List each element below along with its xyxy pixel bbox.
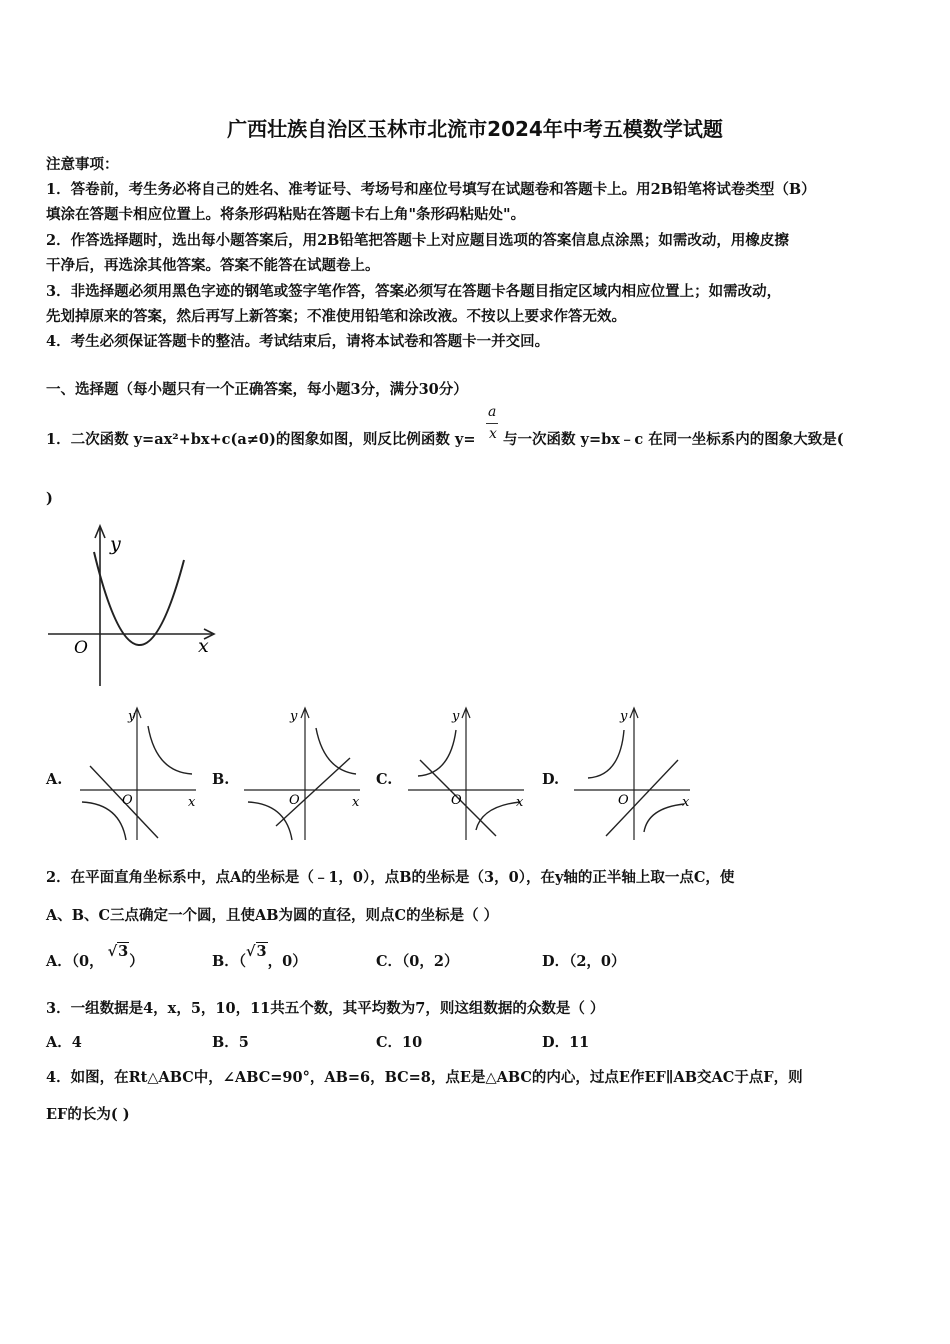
notes-line: 2．作答选择题时，选出每小题答案后，用2B铅笔把答题卡上对应题目选项的答案信息点涂黑；如需改动，用橡皮擦 xyxy=(46,232,789,249)
q2-option-d: D．（2，0） xyxy=(542,953,626,970)
q1-parabola-graph xyxy=(46,522,221,690)
q1-stem-part2: 与一次函数 y=bx﹣c 在同一坐标系内的图象大致是( xyxy=(503,431,844,448)
q2-stem-line1: 2．在平面直角坐标系中，点A的坐标是（﹣1，0），点B的坐标是（3，0），在y轴的正半轴上取一点C，使 xyxy=(46,869,735,886)
q1-stem-part1: 1．二次函数 y=ax²+bx+c(a≠0)的图象如图，则反比例函数 y= xyxy=(46,431,476,448)
page-title: 广西壮族自治区玉林市北流市2024年中考五模数学试题 xyxy=(227,117,723,141)
q1-option-c-label: C. xyxy=(376,771,393,788)
q1-option-b-graph xyxy=(240,704,370,844)
q1-option-a-graph xyxy=(76,704,206,844)
x-axis-label: x xyxy=(198,635,209,657)
q2-option-b xyxy=(212,943,307,971)
linear-function-line xyxy=(276,758,350,826)
q3-option-a: A．4 xyxy=(46,1034,82,1051)
q3-option-c: C．10 xyxy=(376,1034,423,1051)
x-axis-label: x xyxy=(352,795,360,810)
q1-stem-close: ) xyxy=(46,490,53,507)
y-axis-label: y xyxy=(290,709,298,724)
q1-option-c-graph xyxy=(404,704,534,844)
q3-option-b: B．5 xyxy=(212,1034,249,1051)
q3-stem: 3．一组数据是4，x，5，10，11共五个数，其平均数为7，则这组数据的众数是（ ） xyxy=(46,1000,605,1017)
origin-label: O xyxy=(289,793,300,808)
notes-line: 干净后，再选涂其他答案。答案不能答在试题卷上。 xyxy=(46,257,380,274)
hyperbola-branch xyxy=(82,802,126,840)
parabola-curve xyxy=(94,552,184,645)
q1-frac-denominator: x xyxy=(489,426,497,442)
origin-label: O xyxy=(618,793,629,808)
notes-line: 先划掉原来的答案，然后再写上新答案；不准使用铅笔和涂改液。不按以上要求作答无效。 xyxy=(46,308,626,325)
origin-label: O xyxy=(451,793,462,808)
q2-option-a-text: A．（0， xyxy=(46,953,104,970)
hyperbola-branch xyxy=(316,728,356,774)
q2-option-b-tail: ，0） xyxy=(267,953,307,970)
q2-option-c: C．（0，2） xyxy=(376,953,459,970)
q4-stem-line1: 4．如图，在Rt△ABC中，∠ABC=90°，AB=6，BC=8，点E是△ABC的内心，过点E作EF∥AB交AC于点F，则 xyxy=(46,1069,803,1086)
q2-option-b-radicand: 3 xyxy=(256,943,267,960)
q1-option-d-label: D. xyxy=(542,771,560,788)
notes-line: 填涂在答题卡相应位置上。将条形码粘贴在答题卡右上角"条形码粘贴处"。 xyxy=(46,206,526,223)
q1-frac-bar xyxy=(486,423,498,424)
notes-heading: 注意事项： xyxy=(46,156,119,173)
hyperbola-branch xyxy=(588,730,624,778)
hyperbola-branch xyxy=(418,730,456,776)
notes-line: 4．考生必须保证答题卡的整洁。考试结束后，请将本试卷和答题卡一并交回。 xyxy=(46,333,550,350)
y-axis-label: y xyxy=(110,533,121,555)
hyperbola-branch xyxy=(148,726,192,774)
notes-line: 1．答卷前，考生务必将自己的姓名、准考证号、考场号和座位号填写在试题卷和答题卡上。用2B铅笔将试卷类型（B） xyxy=(46,181,816,198)
hyperbola-branch xyxy=(476,802,520,830)
x-axis-label: x xyxy=(516,795,524,810)
notes-line: 3．非选择题必须用黑色字迹的钢笔或签字笔作答，答案必须写在答题卡各题目指定区域内相应位置上；如需改动， xyxy=(46,283,782,300)
y-axis-label: y xyxy=(452,709,460,724)
y-axis-label: y xyxy=(620,709,628,724)
hyperbola-branch xyxy=(644,804,684,832)
hyperbola-branch xyxy=(248,802,292,840)
q1-option-b-label: B. xyxy=(212,771,230,788)
x-axis-label: x xyxy=(188,795,196,810)
y-axis-label: y xyxy=(128,709,136,724)
q1-option-d-graph xyxy=(570,704,700,844)
q2-option-a xyxy=(46,943,144,971)
sqrt-symbol-icon: √3 xyxy=(107,943,129,960)
q2-option-a-radicand: 3 xyxy=(118,943,129,960)
q2-option-a-tail: ） xyxy=(129,953,144,970)
q2-stem-line2: A、B、C三点确定一个圆，且使AB为圆的直径，则点C的坐标是（ ） xyxy=(46,907,499,924)
sqrt-symbol-icon: √3 xyxy=(246,943,267,960)
q3-option-d: D．11 xyxy=(542,1034,590,1051)
q2-option-b-text: B．（ xyxy=(212,953,247,970)
section-heading: 一、选择题（每小题只有一个正确答案，每小题3分，满分30分） xyxy=(46,381,468,398)
q1-option-a-label: A. xyxy=(46,771,63,788)
origin-label: O xyxy=(74,638,88,658)
linear-function-line xyxy=(606,760,678,836)
origin-label: O xyxy=(122,793,133,808)
x-axis-label: x xyxy=(682,795,690,810)
q1-frac-numerator: a xyxy=(488,404,497,420)
q4-stem-line2: EF的长为( ) xyxy=(46,1106,130,1123)
